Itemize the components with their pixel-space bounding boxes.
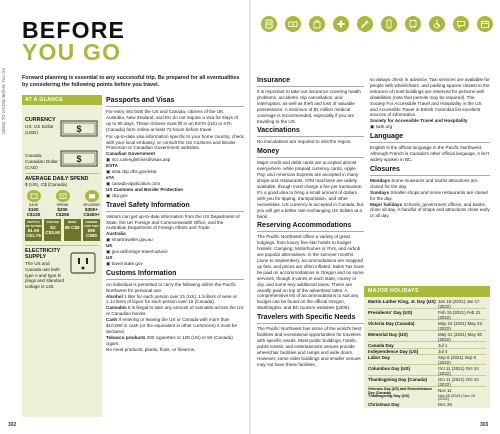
advice-title: Travel Safety Information [106, 201, 190, 209]
title-rule [106, 211, 244, 212]
insurance-text: It is important to take out insurance covering health problems, accidents, trip cancellation, and interruption, as well as theft and loss of valuable possessions. A minimum of $1 million medical coverage is recommended, especially if you are traveling to the US. [257, 89, 361, 124]
title-rule [370, 142, 490, 143]
title-line-2: YOU GO [22, 39, 122, 65]
advice-links: Australia ▣ smartraveller.gov.au UK ▣ gov.uk/foreign-travel-advice US ▣ travel.state.gov [106, 231, 244, 266]
page-title [22, 19, 125, 63]
bus-icon [405, 16, 421, 32]
holiday-row: Victoria Day (Canada) May 24 (2021) May 23 (2022) [368, 321, 486, 331]
holiday-row: Veterans Day (US) and Remembrance Day (Canada) Nov 11 [368, 387, 452, 395]
specific-needs-title: Travelers with Specific Needs [257, 314, 356, 322]
page-number-right: 303 [480, 422, 489, 428]
closures-title: Closures [370, 165, 400, 173]
svg-text:$: $ [76, 154, 82, 164]
specific-needs-links: Society for Accessible Travel and Hospitality ▣ sath.org [370, 118, 490, 130]
title-rule [257, 86, 364, 87]
passports-title: Passports and Visas [106, 97, 175, 104]
insurance-title: Insurance [257, 77, 291, 84]
major-holidays-header: MAJOR HOLIDAYS [364, 286, 490, 297]
phone-icon [381, 16, 397, 32]
holiday-row: Martin Luther King, Jr. Day (US) Jan 18 (2021) Jan 17 (2022) [368, 299, 486, 309]
specific-needs-cont: so always check in advance. Taxi services are available for people with wheelchairs, and parking spaces closest to the entrance of most buildings are reserved for persons with disabilities (note that permits may be required). The Society For Accessible Travel and Hospitality in the US and Accessible Travel in British Columbia list excellent sources of information. [370, 77, 490, 118]
title-rule [257, 157, 364, 158]
link-icon-row[interactable]: ▣ gov.uk/foreign-travel-advice [106, 249, 168, 255]
spend-level-save: SAVE $100 C$130 [25, 190, 42, 217]
spend-level-spend: SPEND $200 C$250 [54, 190, 71, 217]
medical-icon [333, 16, 349, 32]
holiday-row: Columbus Day (US) Oct 11 (2021) Oct 10 (2022) [368, 366, 486, 376]
advice-p1: Visitors can get up-to-date information from the US Department of State, the UK Foreign and Commonwealth Office, and the Australian Department of Foreign Affairs and Trade. [106, 213, 240, 231]
price-coffee: COFFEE $3 C$3.50 [44, 219, 61, 241]
language-title: Language [370, 133, 404, 141]
canadian-dollar-icon [60, 150, 98, 167]
daily-spend-section [25, 176, 100, 188]
money-title: Money [257, 148, 280, 156]
syringe-icon [357, 16, 373, 32]
price-examples [25, 219, 100, 241]
title-rule [106, 279, 244, 280]
specific-needs-text: The Pacific Northwest has some of the world's best facilities and recreational opportunities for travelers with specific needs. Most public buildings, hotels, public transit, and entertainment venues provide wheelchair facilities and ramps and wide doors. However, some older buildings and smaller venues may not have these facilities, [257, 326, 362, 367]
electricity-title: ELECTRICITY SUPPLY [25, 248, 61, 260]
topic-icon-row [261, 16, 491, 34]
holiday-row: Thanksgiving Day (US) Nov 25 (2021) Nov 24 (2022) [368, 394, 476, 402]
accommodation-title: Reserving Accommodations [257, 222, 352, 230]
electricity-text: The US and Canada use both type A and type B plugs and standard voltage is 120. [25, 261, 65, 290]
calendar-icon [477, 16, 493, 32]
passports-links: Canadian Government ▣ ircc.ca/english/visit/visas.asp ESTA ▣ esta.cbp.dhs.gov/esta eTA ▣ canada-application.com US Customs and Border Protection ▣ cbp.gov [106, 151, 244, 198]
running-head [1, 44, 8, 134]
customs-cash: Cash If entering or leaving the US or Canada with more than $10,000 in cash (or the equivalent in other currencies) it must be declared. [106, 317, 237, 334]
customs-p1: An individual is permitted to carry the following within the Pacific Northwest for personal use: [106, 281, 236, 293]
title-rule [257, 323, 364, 324]
language-text: English is the official language in the Pacific Northwest. Although French is Canada's other official language, it isn't widely spoken in BC. [370, 145, 490, 162]
plug-icon [70, 252, 96, 274]
closures-mondays: Mondays Some museums and tourist attractions are closed for the day. [370, 177, 478, 189]
accommodation-text: The Pacific Northwest offers a variety of great lodgings, from luxury five-star hotels to budget hostels. Camping, Motorhomes or RVs, and Airbnb are popular alternatives. In the summer months (June to September), accommodations are snapped up fast, and prices are often inflated. Sales Tax must be paid on accommodations in Oregon and on some services, though it varies in each state, county or city, and some levy additional taxes. These are usually paid on top of the advertised rates. A comprehensive list of accommodations to suit any budget can be found on the official Oregon, Washington, and BC tourism websites (p309). [257, 234, 364, 311]
currency-title: CURRENCY [25, 117, 56, 123]
column-right-body [370, 77, 490, 219]
price-dinner: DINNER FOR TWO $80 C$80 [83, 219, 100, 241]
link-icon-row[interactable]: ▣ travel.state.gov [106, 260, 143, 266]
link-icon-row[interactable]: ▣ esta.cbp.dhs.gov/esta [106, 169, 157, 175]
vaccinations-title: Vaccinations [257, 127, 300, 135]
holiday-row: Thanksgiving Day (Canada) Oct 11 (2021) Oct 10 (2022) [368, 377, 486, 387]
title-rule [106, 106, 244, 107]
passports-p2: For up-to-date visa information specific to your home country, check with your local embassy, or consult the US Customs and Border Protection or Canadian Government websites. [106, 133, 244, 151]
intro-text: Forward planning is essential to any successful trip. Be prepared for all eventualities by considering the following points before you travel. [22, 75, 240, 88]
at-a-glance-header: AT A GLANCE [22, 95, 102, 105]
separator [25, 173, 99, 174]
daily-spend-subtitle: $ (US), C$ (Canada) [25, 182, 68, 187]
customs-title: Customs Information [106, 269, 177, 277]
holiday-row: Presidents' Day (US) Feb 15 (2021) Feb 21 (2022) [368, 310, 486, 320]
passport-icon [261, 16, 277, 32]
passports-p1: For entry into both the US and Canada, citizens of the UK, Australia, New Zealand, and EU do not require a visa for stays of up to 90 days. These citizens must fill in an ESTA (US) or eTA (Canada) form online at least 72 hours before travel. [106, 109, 239, 132]
holiday-row: Christmas Day Dec 25 [368, 402, 452, 407]
major-holidays-table [364, 286, 490, 408]
customs-alcohol: Alcohol 1 liter for each person over 21 (US), 1.5 liters of wine or 1.14 liters of liquor for each person over 19 (Canada). [106, 293, 237, 305]
spend-levels [25, 190, 100, 217]
title-rule [257, 136, 364, 137]
separator [25, 245, 99, 246]
column-mid-body [257, 77, 364, 368]
currency-us: US: US Dollar (USD) [25, 124, 54, 135]
price-water: BOTTLE OF WATER $1.50 C$1.75 [25, 219, 42, 241]
daily-spend-title: AVERAGE DAILY SPEND [25, 176, 89, 182]
svg-text:$: $ [76, 124, 82, 134]
price-beer: BEER $6 C$8 [64, 219, 81, 241]
title-rule [370, 175, 490, 176]
vaccinations-text: No inoculations are required to visit the region. [257, 139, 352, 145]
money-text: Major credit and debit cards are accepted almost everywhere, while prepaid currency cards, Apple Pay, and American Express are accepted in many shops and restaurants. ATM machines are widely available, though most charge a fee per transaction. It's a good idea to bring a small amount of dollars with you for tipping, transportation, and other necessities. US currency is accepted in Canada, but you will get a better rate exchanging US dollars at a bank. [257, 160, 364, 219]
holiday-row: Labor Day Sep 6 (2021) Sep 5 (2022) [368, 355, 486, 365]
running-head-text: NEED TO KNOW Before You Go [1, 67, 6, 134]
luggage-icon [309, 16, 325, 32]
title-rule [257, 231, 364, 232]
holiday-row: Memorial Day (US) May 31 (2021) May 30 (2022) [368, 332, 486, 342]
title-line-1: BEFORE [22, 17, 126, 43]
closures-sundays: Sundays Smaller shops and some restaurants are closed for the day. [370, 189, 488, 201]
spend-level-splurge: SPLURGE $300+ C$400+ [83, 190, 100, 217]
currency-ca: Canada: Canadian Dollar (CAD) [25, 153, 58, 170]
customs-tobacco: Tobacco products 200 cigarettes or 100 (US) or 50 (Canada) cigars. [106, 334, 233, 346]
translate-icon [453, 16, 469, 32]
holiday-row: Canada Day Jul 1 [368, 343, 486, 349]
link-icon-row[interactable]: ▣ smartraveller.gov.au [106, 237, 153, 243]
wallet-icon [85, 190, 99, 202]
closures-holidays: Major holidays Schools, government offices, and banks close all day. A handful of shops and attractions close early or all day. [370, 201, 490, 219]
wallet-icon [56, 190, 70, 202]
link-icon-row[interactable]: ▣ canada-application.com [106, 180, 161, 186]
page-number-left: 302 [8, 422, 17, 428]
wallet-icon [27, 190, 41, 202]
holiday-row: Independence Day (US) Jul 4 [368, 349, 486, 355]
customs-p2: No meat products, plants, fruits, or firearms. [106, 346, 196, 352]
wheelchair-icon [429, 16, 445, 32]
link-icon-row[interactable]: ▣ sath.org [370, 124, 393, 130]
us-dollar-icon [60, 120, 98, 137]
money-icon [285, 16, 301, 32]
link-icon-row[interactable]: ▣ ircc.ca/english/visit/visas.asp [106, 157, 171, 163]
customs-cannabis: Cannabis It is illegal to take any amount of cannabis across the US or Canadian border. [106, 305, 244, 317]
gutter [249, 0, 251, 434]
at-a-glance-panel [22, 95, 102, 417]
column-left-body [106, 97, 244, 353]
link-icon-row[interactable]: ▣ cbp.gov [106, 192, 128, 198]
